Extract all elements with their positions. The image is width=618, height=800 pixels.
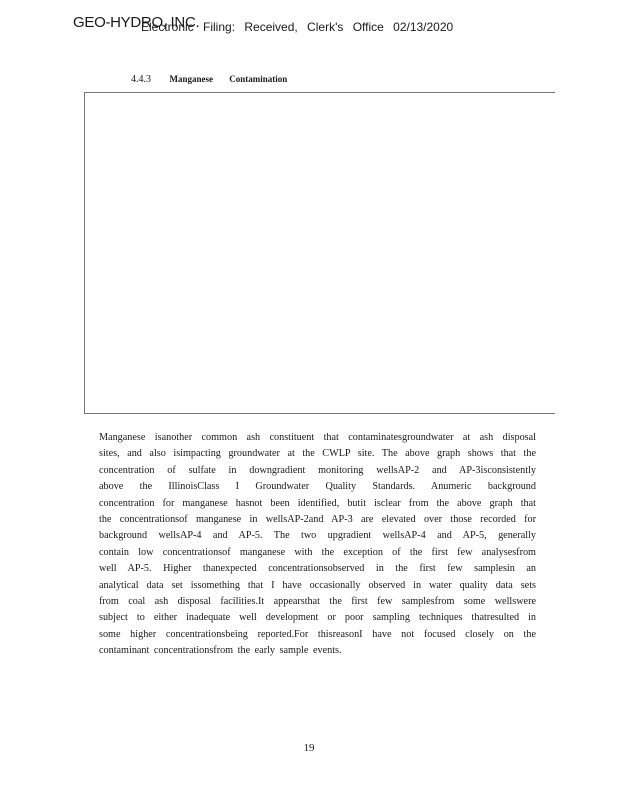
paragraph-line: sites, and also isimpacting groundwater at the CWLP site. The above graph shows that the <box>99 448 536 460</box>
section-number: 4.4.3 <box>131 74 151 85</box>
paragraph-line: contain low concentrationsof manganese with the exception of the first few analysesfrom <box>99 546 536 558</box>
company-name: GEO-HYDRO, INC. <box>73 14 200 31</box>
paragraph-line: from coal ash disposal facilities.It appearsthat the first few samplesfrom some wellswere <box>99 596 536 608</box>
paragraph-line: Manganese isanother common ash constituent that contaminatesgroundwater at ash disposal <box>99 432 536 443</box>
paragraph-line: well AP-5. Higher thanexpected concentrationsobserved in the first few samplesin an <box>99 563 536 575</box>
paragraph-line: concentration for manganese hasnot been identified, butit isclear from the above graph that <box>99 497 536 509</box>
paragraph-line: background wellsAP-4 and AP-5. The two upgradient wellsAP-4 and AP-5, generally <box>99 530 536 542</box>
paragraph-line: some higher concentrationsbeing reported.For thisreasonI have not focused closely on the <box>99 628 536 640</box>
section-title: Manganese Contamination <box>169 74 288 84</box>
section-heading <box>131 74 287 85</box>
paragraph-line: the concentrationsof manganese in wellsAP-2and AP-3 are elevated over those recorded for <box>99 514 536 526</box>
paragraph-line: analytical data set issomething that I have occasionally observed in water quality data sets <box>99 579 536 591</box>
body-paragraph <box>99 430 536 660</box>
filing-stamp: Electronic Filing: Received, Clerk's Office 02/13/2020 <box>141 20 454 34</box>
paragraph-line: above the IllinoisClass I Groundwater Quality Standards. Anumeric background <box>99 481 536 493</box>
paragraph-line: subject to either inadequate well development or poor sampling techniques thatresulted in <box>99 612 536 624</box>
paragraph-line: contaminant concentrationsfrom the early sample events. <box>99 645 342 657</box>
paragraph-line: concentration of sulfate in downgradient monitoring wellsAP-2 and AP-3isconsistently <box>99 464 536 476</box>
page-number: 19 <box>303 742 315 754</box>
chart-frame <box>84 92 555 414</box>
